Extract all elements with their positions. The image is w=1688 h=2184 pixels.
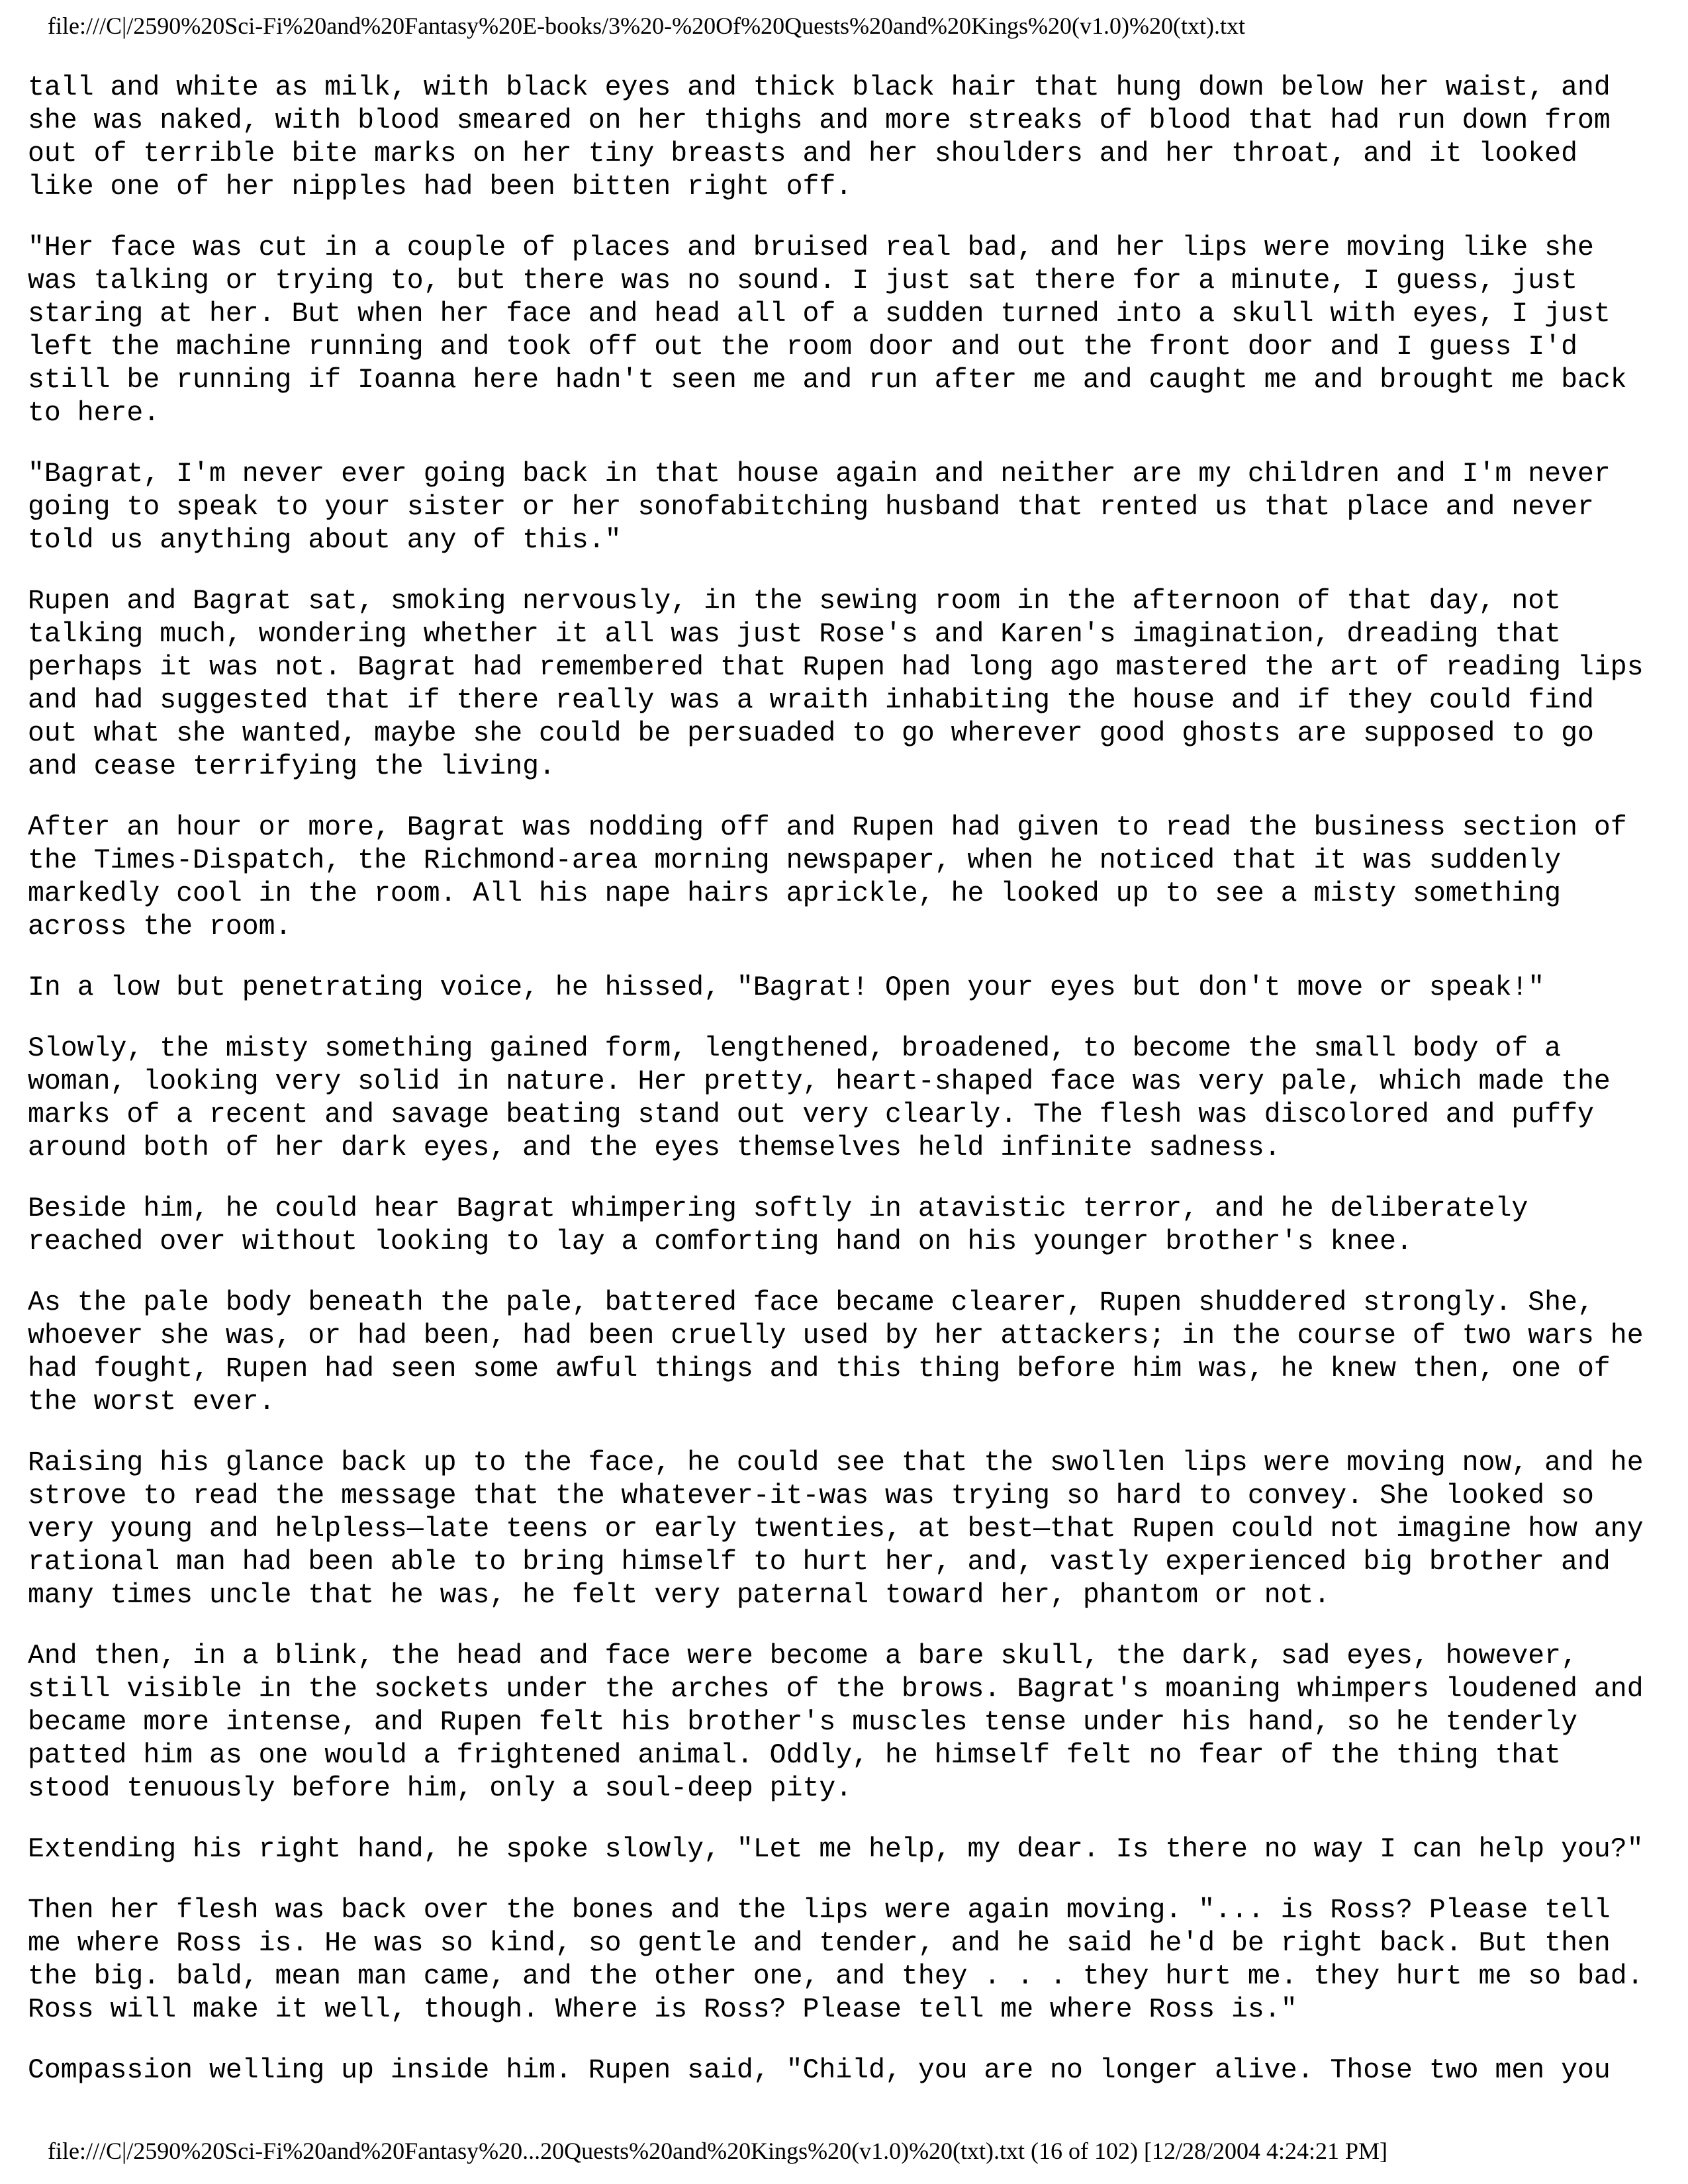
paragraph: Raising his glance back up to the face, he could see that the swollen lips were moving now, and he strove to read the message that the whatever-it-was was trying so hard to convey. She looked so very young and helpless—late teens or early twenties, at best—that Rupen could not imagine how any rational man had been able to bring himself to hurt her, and, vastly experienced big brother and many times uncle that he was, he felt very paternal toward her, phantom or not. xyxy=(28,1447,1644,1611)
paragraph: tall and white as milk, with black eyes and thick black hair that hung down below her waist, and she was naked, with blood smeared on her thighs and more streaks of blood that had run down from out of terrible bite marks on her tiny breasts and her shoulders and her throat, and it looked like one of her nipples had been bitten right off. xyxy=(28,72,1611,203)
page-footer: file:///C|/2590%20Sci-Fi%20and%20Fantasy%20...20Quests%20and%20Kings%20(v1.0)%20(txt).txt (16 of 102) [12/28/2004 4:24:21 PM] xyxy=(48,2138,1388,2164)
paragraph: Then her flesh was back over the bones and the lips were again moving. "... is Ross? Please tell me where Ross is. He was so kind, so gentle and tender, and he said he'd be right back. But then the big. bald, mean man came, and the other one, and they . . . they hurt me. they hurt me so bad. Ross will make it well, though. Where is Ross? Please tell me where Ross is." xyxy=(28,1895,1644,2025)
paragraph: And then, in a blink, the head and face were become a bare skull, the dark, sad eyes, however, still visible in the sockets under the arches of the brows. Bagrat's moaning whimpers loudened and became more intense, and Rupen felt his brother's muscles tense under his hand, so he tenderly patted him as one would a frightened animal. Oddly, he himself felt no fear of the thing that stood tenuously before him, only a soul-deep pity. xyxy=(28,1641,1644,1804)
paragraph: As the pale body beneath the pale, battered face became clearer, Rupen shuddered strongly. She, whoever she was, or had been, had been cruelly used by her attackers; in the course of two wars he had fought, Rupen had seen some awful things and this thing before him was, he knew then, one of the worst ever. xyxy=(28,1287,1644,1418)
paragraph: Extending his right hand, he spoke slowly, "Let me help, my dear. Is there no way I can help you?" xyxy=(28,1834,1644,1865)
document-body xyxy=(28,71,1663,2115)
paragraph: Slowly, the misty something gained form, lengthened, broadened, to become the small body of a woman, looking very solid in nature. Her pretty, heart-shaped face was very pale, which made the marks of a recent and savage beating stand out very clearly. The flesh was discolored and puffy around both of her dark eyes, and the eyes themselves held infinite sadness. xyxy=(28,1033,1611,1163)
paragraph: Beside him, he could hear Bagrat whimpering softly in atavistic terror, and he deliberately reached over without looking to lay a comforting hand on his younger brother's knee. xyxy=(28,1193,1528,1257)
page-header-url: file:///C|/2590%20Sci-Fi%20and%20Fantasy%20E-books/3%20-%20Of%20Quests%20and%20Kings%20(v1.0)%20(txt).txt xyxy=(48,13,1245,39)
paragraph: "Her face was cut in a couple of places and bruised real bad, and her lips were moving like she was talking or trying to, but there was no sound. I just sat there for a minute, I guess, just staring at her. But when her face and head all of a sudden turned into a skull with eyes, I just left the machine running and took off out the room door and out the front door and I guess I'd still be running if Ioanna here hadn't seen me and run after me and caught me and brought me back to here. xyxy=(28,232,1627,429)
paragraph: "Bagrat, I'm never ever going back in that house again and neither are my children and I'm never going to speak to your sister or her sonofabitching husband that rented us that place and never told us anything about any of this." xyxy=(28,459,1611,556)
paragraph: In a low but penetrating voice, he hissed, "Bagrat! Open your eyes but don't move or speak!" xyxy=(28,972,1545,1003)
paragraph: Compassion welling up inside him. Rupen said, "Child, you are no longer alive. Those two men you xyxy=(28,2055,1611,2086)
paragraph: Rupen and Bagrat sat, smoking nervously, in the sewing room in the afternoon of that day, not talking much, wondering whether it all was just Rose's and Karen's imagination, dreading that perhaps it was not. Bagrat had remembered that Rupen had long ago mastered the art of reading lips and had suggested that if there really was a wraith inhabiting the house and if they could find out what she wanted, maybe she could be persuaded to go wherever good ghosts are supposed to go and cease terrifying the living. xyxy=(28,586,1644,782)
paragraph: After an hour or more, Bagrat was nodding off and Rupen had given to read the business section of the Times-Dispatch, the Richmond-area morning newspaper, when he noticed that it was suddenly markedly cool in the room. All his nape hairs aprickle, he looked up to see a misty something across the room. xyxy=(28,812,1627,942)
